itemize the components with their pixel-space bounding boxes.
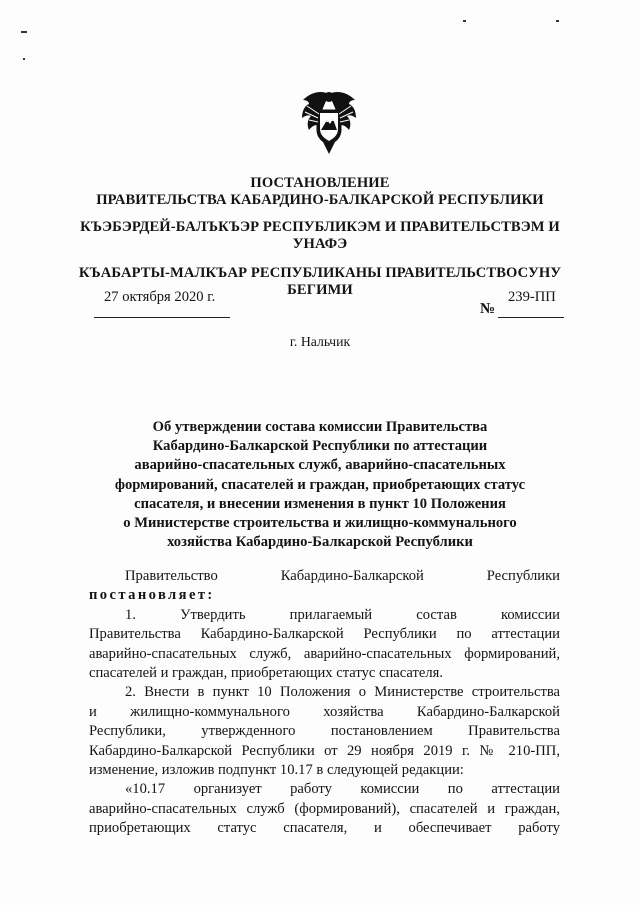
body-line: 2. Внести в пункт 10 Положения о Министерстве строительства bbox=[125, 684, 560, 701]
number-underline bbox=[498, 317, 564, 318]
document-type-title: ПОСТАНОВЛЕНИЕ bbox=[250, 175, 390, 191]
document-subject bbox=[0, 418, 640, 552]
subject-line: хозяйства Кабардино-Балкарской Республики bbox=[167, 534, 473, 551]
resolution-verb: постановляет: bbox=[89, 587, 215, 604]
issuing-authority-title: ПРАВИТЕЛЬСТВА КАБАРДИНО-БАЛКАРСКОЙ РЕСПУБЛИКИ bbox=[96, 192, 544, 208]
subject-line: Кабардино-Балкарской Республики по аттестации bbox=[152, 438, 488, 455]
scan-speck bbox=[556, 20, 559, 22]
scan-speck bbox=[21, 31, 27, 33]
balkar-title-line1: КЪАБАРТЫ-МАЛКЪАР РЕСПУБЛИКАНЫ ПРАВИТЕЛЬСТВОСУНУ bbox=[78, 265, 562, 281]
scan-speck bbox=[23, 58, 25, 60]
number-sign: № bbox=[480, 301, 496, 317]
body-line: спасателей и граждан, приобретающих статус спасателя. bbox=[89, 664, 444, 681]
body-line: изменение, изложив подпункт 10.17 в следующей редакции: bbox=[89, 761, 464, 778]
balkar-title-line2: БЕГИМИ bbox=[287, 282, 353, 298]
body-line: и жилищно-коммунального хозяйства Кабардино-Балкарской bbox=[89, 703, 560, 720]
subject-line: формирований, спасателей и граждан, приобретающих статус bbox=[114, 476, 526, 493]
city: г. Нальчик bbox=[289, 334, 351, 349]
body-line: приобретающих статус спасателя, и обеспечивает работу bbox=[89, 820, 560, 837]
body-line: Республики, утвержденного постановлением Правительства bbox=[89, 723, 560, 740]
body-line: Правительства Кабардино-Балкарской Республики по аттестации bbox=[89, 626, 560, 643]
coat-of-arms-emblem bbox=[299, 84, 359, 156]
subject-line: аварийно-спасательных служб, аварийно-спасательных bbox=[134, 457, 506, 474]
document-number: 239-ПП bbox=[508, 289, 556, 305]
subject-line: о Министерстве строительства и жилищно-коммунального bbox=[123, 515, 517, 532]
scan-speck bbox=[463, 20, 466, 22]
date-underline bbox=[94, 317, 230, 318]
body-line: 1. Утвердить прилагаемый состав комиссии bbox=[125, 606, 560, 623]
body-line: Кабардино-Балкарской Республики от 29 ноября 2019 г. № 210-ПП, bbox=[89, 742, 560, 759]
subject-line: спасателя, и внесении изменения в пункт 10 Положения bbox=[134, 495, 506, 512]
body-line: аварийно-спасательных служб, аварийно-спасательных формирований, bbox=[89, 645, 560, 662]
document-body bbox=[89, 567, 560, 838]
body-line: «10.17 организует работу комиссии по аттестации bbox=[125, 781, 560, 798]
body-line: Правительство Кабардино-Балкарской Республики bbox=[125, 568, 560, 584]
document-date: 27 октября 2020 г. bbox=[104, 289, 216, 305]
kabardian-title-line2: УНАФЭ bbox=[292, 236, 348, 252]
body-line: аварийно-спасательных служб (формирований), спасателей и граждан, bbox=[89, 800, 560, 817]
kabardian-title-line1: КЪЭБЭРДЕЙ-БАЛЪКЪЭР РЕСПУБЛИКЭМ И ПРАВИТЕЛЬСТВЭМ И bbox=[80, 219, 560, 235]
subject-line: Об утверждении состава комиссии Правительства bbox=[152, 419, 488, 435]
